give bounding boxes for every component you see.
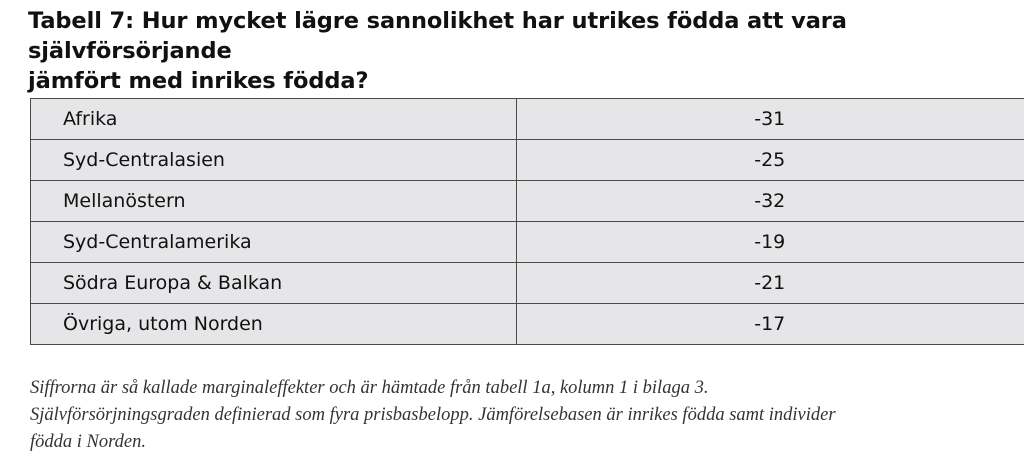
- footnote-line-2: Självförsörjningsgraden definierad som fyra prisbasbelopp. Jämförelsebasen är inrikes födda samt individer: [30, 405, 836, 425]
- value-cell: -17: [517, 304, 1024, 345]
- footnote-line-1: Siffrorna är så kallade marginaleffekter och är hämtade från tabell 1a, kolumn 1 i bilaga 3.: [30, 378, 709, 398]
- table-row: [31, 304, 1024, 345]
- table-row: [31, 99, 1024, 140]
- region-cell: Övriga, utom Norden: [31, 304, 517, 345]
- table-row: [31, 181, 1024, 222]
- value-cell: -25: [517, 140, 1024, 181]
- table-title-line-2: jämfört med inrikes födda?: [28, 68, 369, 94]
- region-cell: Afrika: [31, 99, 517, 140]
- table-row: [31, 222, 1024, 263]
- region-cell: Syd-Centralamerika: [31, 222, 517, 263]
- table-title-line-1: Tabell 7: Hur mycket lägre sannolikhet har utrikes födda att vara självförsörjande: [28, 8, 847, 64]
- value-cell: -19: [517, 222, 1024, 263]
- value-cell: -32: [517, 181, 1024, 222]
- region-cell: Syd-Centralasien: [31, 140, 517, 181]
- table-footnote: [30, 375, 1020, 456]
- value-cell: -21: [517, 263, 1024, 304]
- region-cell: Mellanöstern: [31, 181, 517, 222]
- footnote-line-3: födda i Norden.: [30, 432, 146, 452]
- results-table: [30, 98, 1024, 345]
- region-cell: Södra Europa & Balkan: [31, 263, 517, 304]
- results-table-container: [30, 98, 1024, 345]
- table-title: [28, 6, 1008, 96]
- value-cell: -31: [517, 99, 1024, 140]
- table-row: [31, 140, 1024, 181]
- table-row: [31, 263, 1024, 304]
